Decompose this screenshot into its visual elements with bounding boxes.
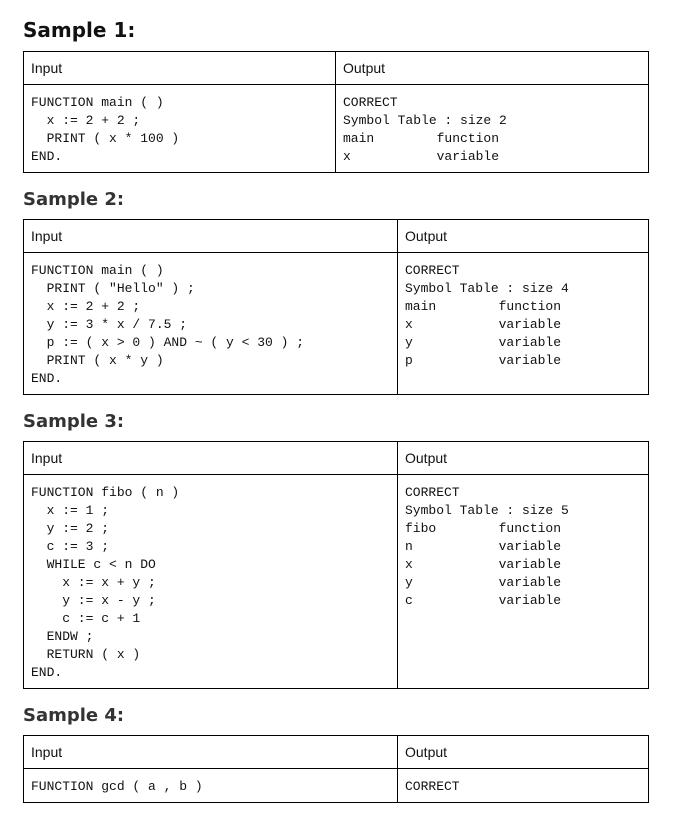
input-cell: [24, 85, 336, 173]
input-cell: [24, 769, 398, 803]
output-code: CORRECT Symbol Table : size 4 main function x variable y variable p variable: [405, 263, 569, 368]
input-code: FUNCTION main ( ) x := 2 + 2 ; PRINT ( x * 100 ) END.: [31, 95, 180, 164]
output-cell: [398, 253, 649, 395]
sample-1-table: [23, 51, 649, 173]
input-code: FUNCTION gcd ( a , b ): [31, 779, 203, 794]
table-header-row: [24, 52, 649, 85]
sample-2-table: [23, 219, 649, 395]
output-code: CORRECT: [405, 779, 460, 794]
input-code: FUNCTION fibo ( n ) x := 1 ; y := 2 ; c := 3 ; WHILE c < n DO x := x + y ; y := x - y ; c := c + 1 ENDW ; RETURN ( x ) END.: [31, 485, 180, 680]
table-header-row: [24, 220, 649, 253]
sample-2-heading: Sample 2:: [23, 189, 125, 210]
output-column-header: Output: [398, 442, 649, 475]
sample-4-table: [23, 735, 649, 803]
output-column-header: Output: [336, 52, 649, 85]
table-header-row: [24, 736, 649, 769]
input-code: FUNCTION main ( ) PRINT ( "Hello" ) ; x := 2 + 2 ; y := 3 * x / 7.5 ; p := ( x > 0 ) AND ~ ( y < 30 ) ; PRINT ( x * y ) END.: [31, 263, 305, 386]
input-column-header: Input: [24, 736, 398, 769]
output-cell: [398, 475, 649, 689]
table-row: [24, 475, 649, 689]
table-row: [24, 769, 649, 803]
output-column-header: Output: [398, 736, 649, 769]
output-cell: [336, 85, 649, 173]
sample-1-heading: Sample 1:: [23, 18, 136, 42]
table-row: [24, 85, 649, 173]
sample-4-heading: Sample 4:: [23, 705, 125, 726]
table-header-row: [24, 442, 649, 475]
input-cell: [24, 475, 398, 689]
output-column-header: Output: [398, 220, 649, 253]
input-column-header: Input: [24, 220, 398, 253]
input-cell: [24, 253, 398, 395]
input-column-header: Input: [24, 442, 398, 475]
table-row: [24, 253, 649, 395]
output-code: CORRECT Symbol Table : size 5 fibo function n variable x variable y variable c variable: [405, 485, 569, 608]
output-cell: [398, 769, 649, 803]
sample-3-table: [23, 441, 649, 689]
output-code: CORRECT Symbol Table : size 2 main function x variable: [343, 95, 507, 164]
input-column-header: Input: [24, 52, 336, 85]
sample-3-heading: Sample 3:: [23, 411, 125, 432]
